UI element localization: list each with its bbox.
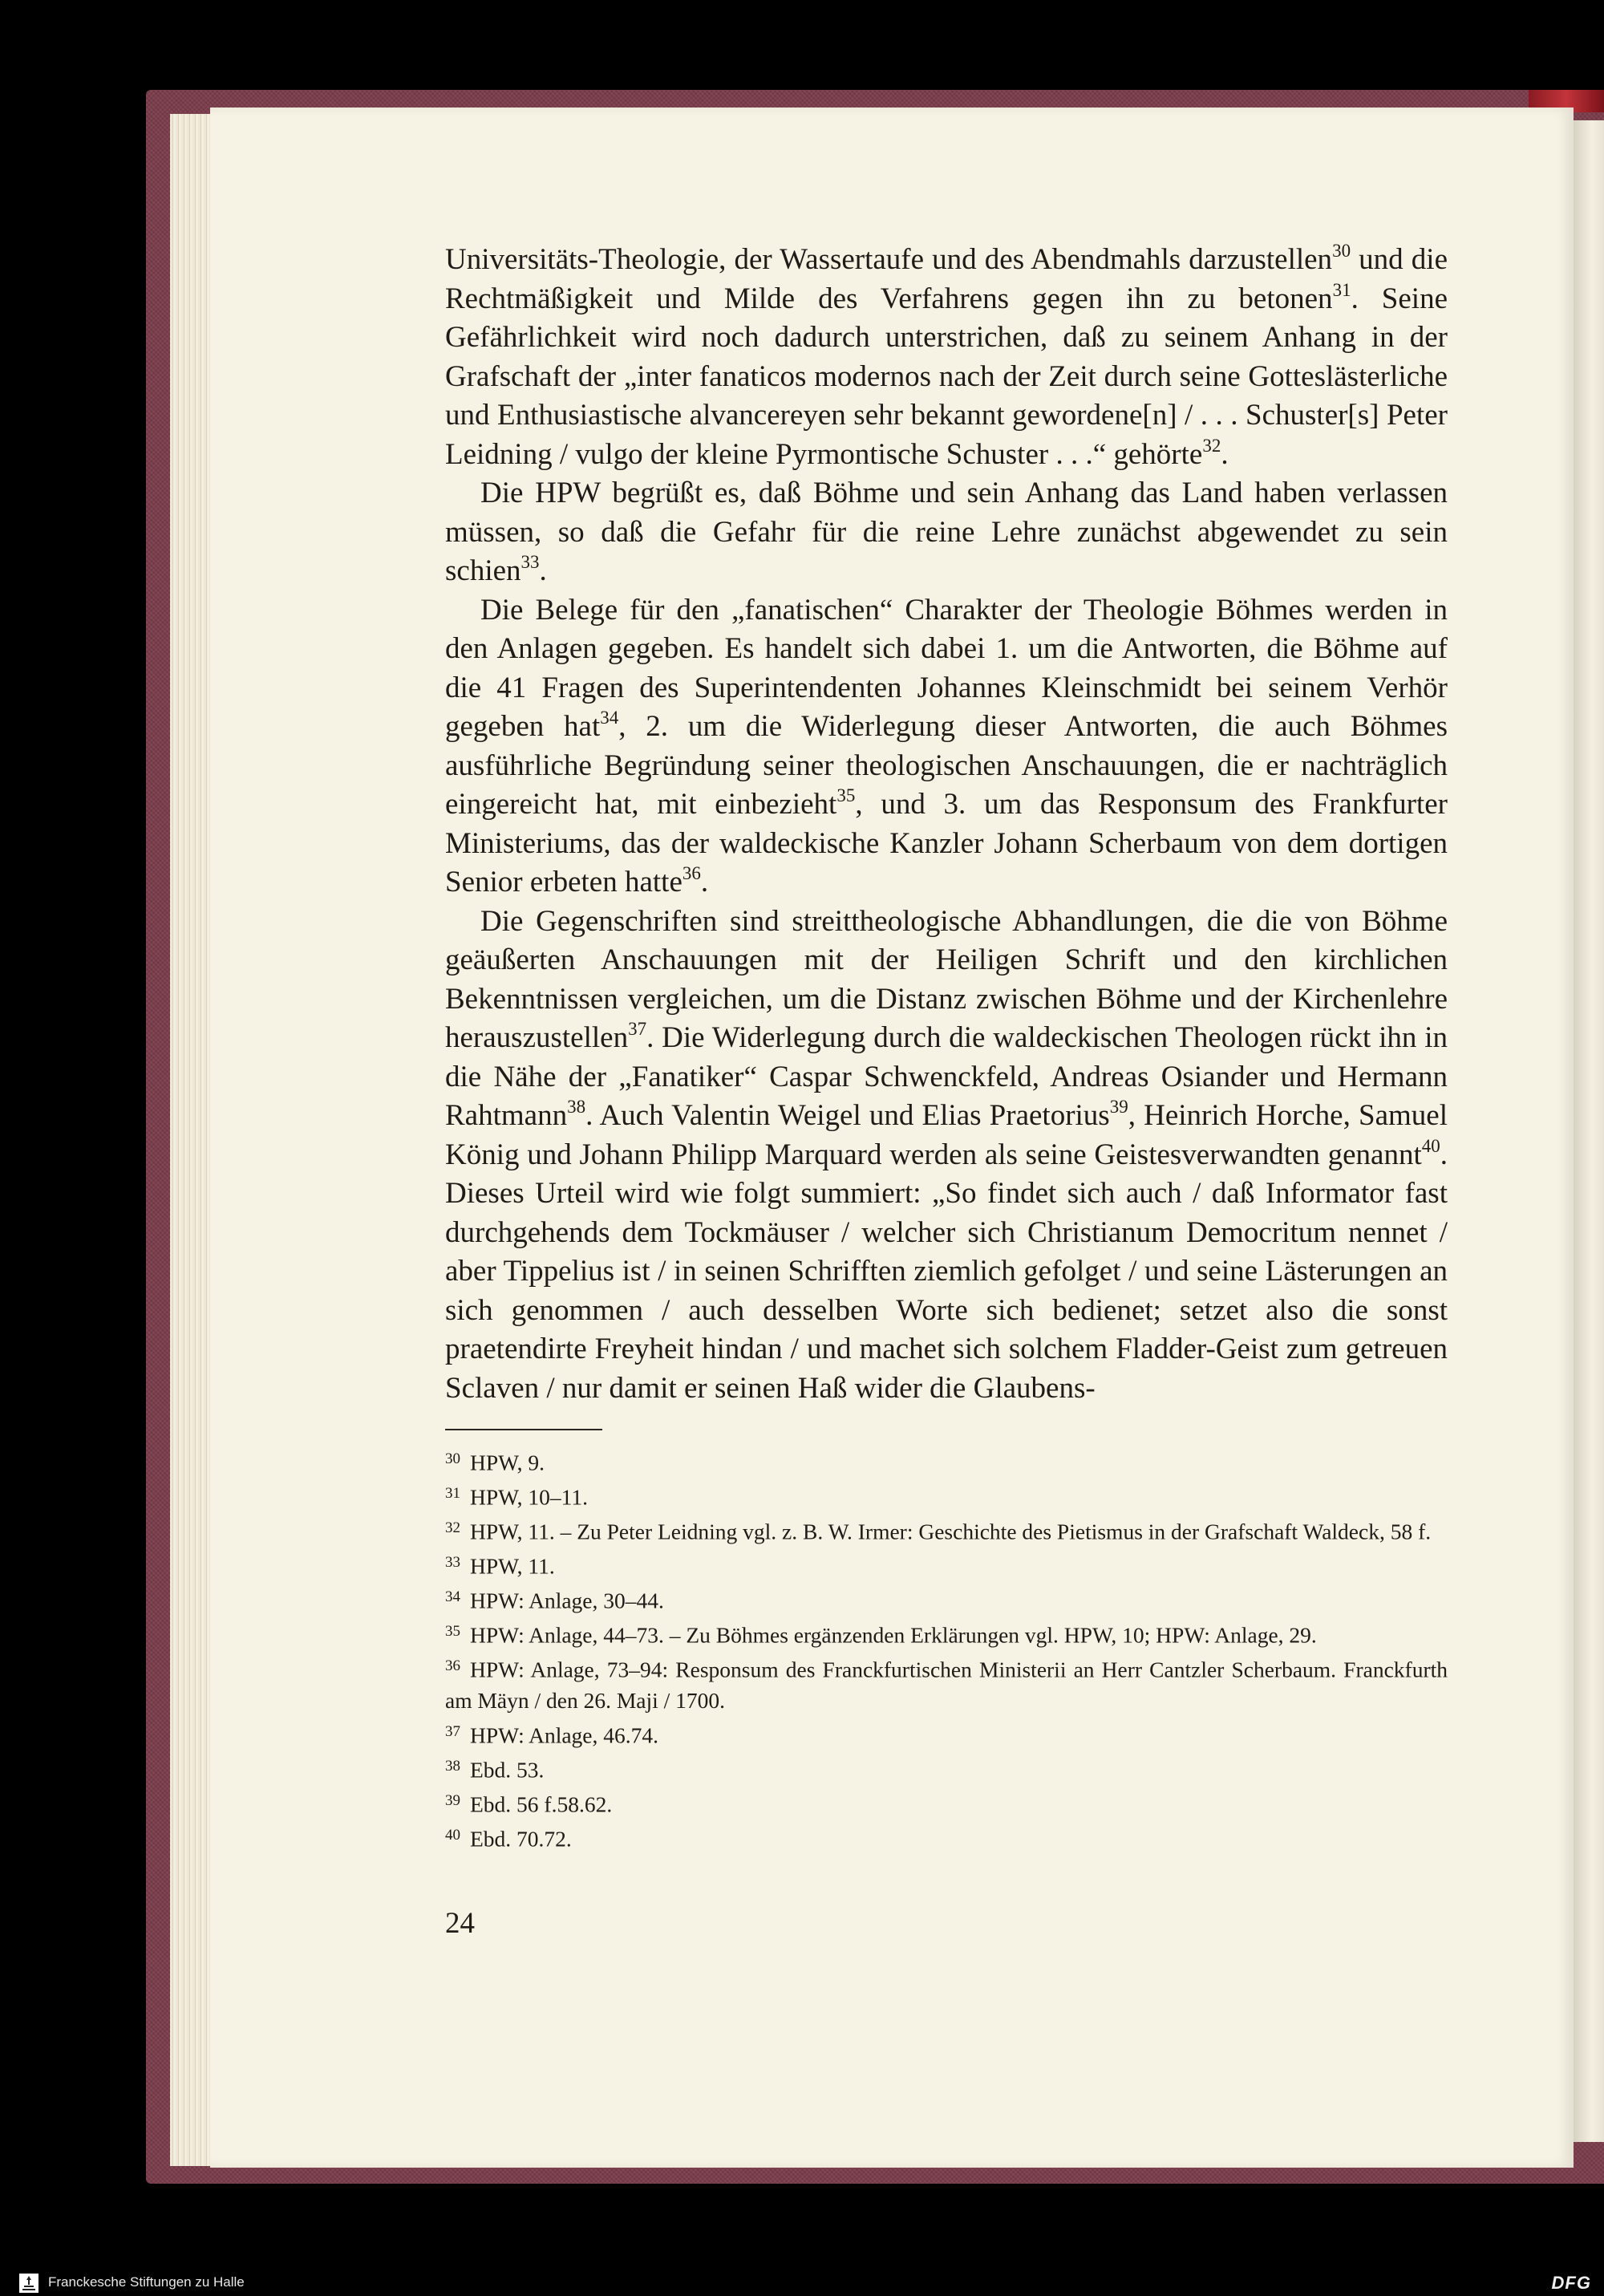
paragraph: Die Gegenschriften sind streittheologische Abhandlungen, die die von Böhme geäußerten Anschauungen mit der Heiligen Schrift und den kirchlichen Bekenntnissen vergleichen, um die Distanz zwischen Böhme und der Kirchenlehre herauszustellen$^{37}$. Die Widerlegung durch die waldeckischen Theologen rückt ihn in die Nähe der „Fanatiker“ Caspar Schwenckfeld, Andreas Osiander und Hermann Rahtmann$^{38}$. Auch Valentin Weigel und Elias Praetorius$^{39}$, Heinrich Horche, Samuel König und Johann Philipp Marquard werden als seine Geistesverwandten genannt$^{40}$. Dieses Urteil wird wie folgt summiert: „So findet sich auch / daß Informator fast durchgehends dem Tockmäuser / welcher sich Christianum Democritum nennet / aber Tippelius ist / in seinen Schrifften ziemlich gefolget / und seine Lästerungen an sich genommen / auch desselben Worte sich bedienet; setzet also die sonst praetendirte Freyheit hindan / und machet sich solchem Fladder-Geist zum getreuen Sclaven / nur damit er seinen Haß wider die Glaubens- xyxy=(445,904,1448,1405)
francke-foundation-logo-icon xyxy=(19,2274,38,2293)
footnote-ref: 31 xyxy=(1332,279,1351,300)
footnote-ref: 36 xyxy=(682,863,701,884)
institution-label[interactable]: Franckesche Stiftungen zu Halle xyxy=(48,2274,245,2290)
footnote-ref: 35 xyxy=(836,785,856,806)
footnote: $^{40}$ Ebd. 70.72. xyxy=(445,1826,572,1852)
footnote: $^{36}$ HPW: Anlage, 73–94: Responsum des Franckfurtischen Ministerii an Herr Cantzler Scherbaum. Franckfurth am Mäyn / den 26. Maji / 1700. xyxy=(445,1657,1448,1714)
footnotes xyxy=(445,1444,1448,1855)
footnote-ref: 30 xyxy=(1332,241,1351,262)
footnote: $^{38}$ Ebd. 53. xyxy=(445,1757,545,1783)
paragraph: Universitäts-Theologie, der Wassertaufe und des Abendmahls darzustellen$^{30}$ und die Rechtmäßigkeit und Milde des Verfahrens gegen ihn zu betonen$^{31}$. Seine Gefährlichkeit wird noch dadurch unterstrichen, daß zu seinem Anhang in der Grafschaft der „inter fanaticos modernos nach der Zeit durch seine Gotteslästerliche und Enthusiastische alvancereyen sehr bekannt gewordene[n] / . . . Schuster[s] Peter Leidning / vulgo der kleine Pyrmontische Schuster . . .“ gehörte$^{32}$. xyxy=(445,241,1448,471)
paragraph: Die Belege für den „fanatischen“ Charakter der Theologie Böhmes werden in den Anlagen gegeben. Es handelt sich dabei 1. um die Antworten, die Böhme auf die 41 Fragen des Superintendenten Johannes Kleinschmidt bei seinem Verhör gegeben hat$^{34}$, 2. um die Widerlegung dieser Antworten, die auch Böhmes ausführliche Begründung seiner theologischen Anschauungen, die er nachträglich eingereicht hat, mit einbezieht$^{35}$, und 3. um das Responsum des Frankfurter Ministeriums, das der waldeckische Kanzler Johann Scherbaum von dem dortigen Senior erbeten hatte$^{36}$. xyxy=(445,593,1448,899)
facing-page-edge xyxy=(1574,120,1604,2142)
footnote: $^{35}$ HPW: Anlage, 44–73. – Zu Böhmes ergänzenden Erklärungen vgl. HPW, 10; HPW: Anlage, 29. xyxy=(445,1622,1317,1648)
footnote-ref: 40 xyxy=(1421,1135,1440,1156)
footnote-ref: 33 xyxy=(520,552,540,573)
footnote: $^{31}$ HPW, 10–11. xyxy=(445,1484,588,1510)
footnote-separator xyxy=(445,1429,602,1430)
footnote: $^{39}$ Ebd. 56 f.58.62. xyxy=(445,1791,613,1817)
footnote: $^{30}$ HPW, 9. xyxy=(445,1450,545,1475)
dfg-logo[interactable]: DFG xyxy=(1551,2273,1591,2293)
footnote: $^{33}$ HPW, 11. xyxy=(445,1553,555,1579)
footnote-ref: 32 xyxy=(1202,435,1221,456)
footnote-ref: 39 xyxy=(1109,1097,1128,1118)
paragraph: Die HPW begrüßt es, daß Böhme und sein Anhang das Land haben verlassen müssen, so daß die Gefahr für die reine Lehre zunächst abgewendet zu sein schien$^{33}$. xyxy=(445,477,1448,587)
page-number: 24 xyxy=(445,1907,475,1940)
viewer-footer-bar xyxy=(0,2270,1604,2296)
footnote: $^{32}$ HPW, 11. – Zu Peter Leidning vgl. z. B. W. Irmer: Geschichte des Pietismus in der Grafschaft Waldeck, 58 f. xyxy=(445,1519,1432,1544)
main-text xyxy=(445,241,1448,1408)
footnote: $^{34}$ HPW: Anlage, 30–44. xyxy=(445,1588,664,1613)
footnote-ref: 34 xyxy=(600,708,619,728)
page-stack-edges xyxy=(170,114,215,2166)
footnote-ref: 37 xyxy=(628,1019,647,1040)
footnote-ref: 38 xyxy=(567,1097,586,1118)
footnote: $^{37}$ HPW: Anlage, 46.74. xyxy=(445,1722,658,1748)
